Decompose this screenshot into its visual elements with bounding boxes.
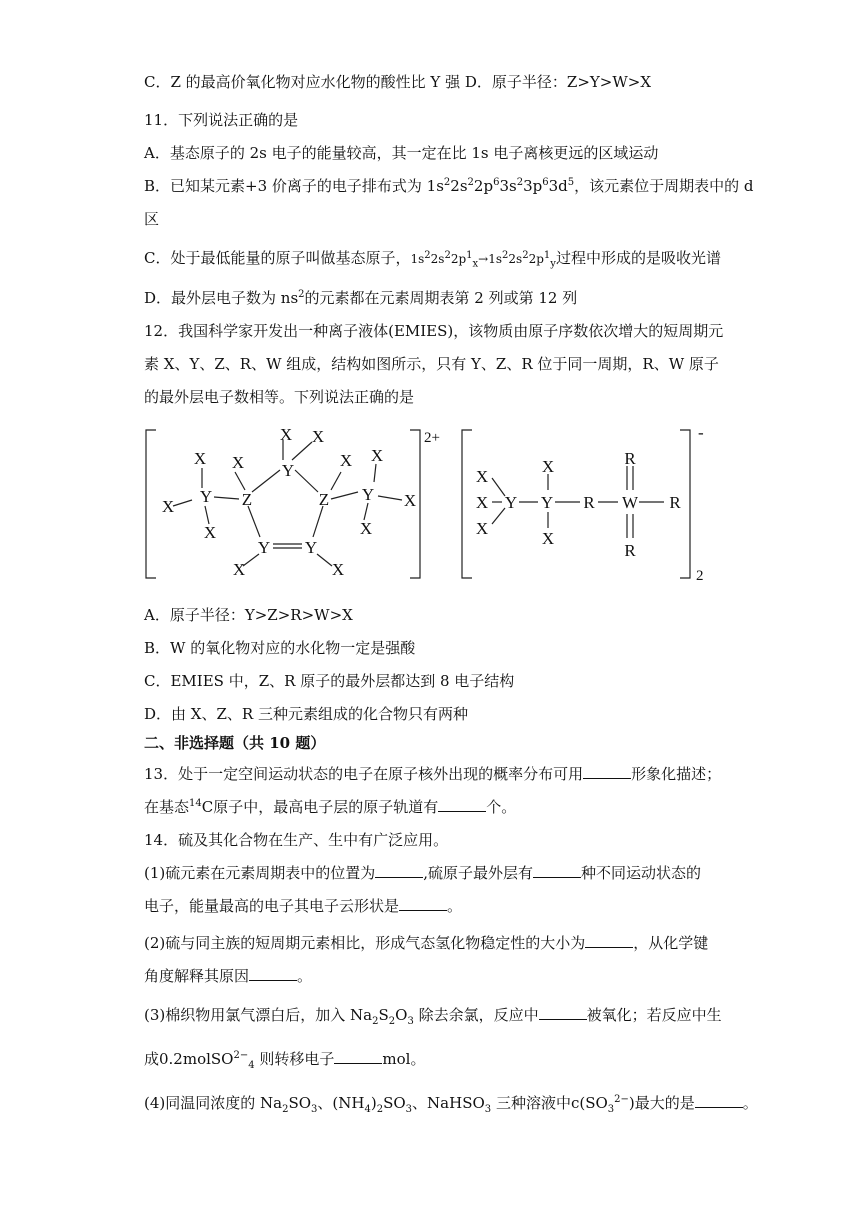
atom-x: X — [475, 493, 489, 512]
atom-x: X — [193, 449, 207, 468]
atom-x: X — [541, 457, 555, 476]
q11-option-d: D．最外层电子数为 $ns^2$的元素都在元素周期表第 2 列或第 12 列 — [144, 289, 578, 307]
q14-stem: 14．硫及其化合物在生产、生中有广泛应用。 — [144, 831, 449, 849]
q12-option-b: B．W 的氧化物对应的水化物一定是强酸 — [144, 639, 416, 657]
atom-x: X — [161, 497, 175, 516]
atom-y: Y — [361, 485, 375, 504]
atom-y: Y — [199, 487, 213, 506]
atom-x: X — [359, 519, 373, 538]
q14-2-line-2: 角度解释其原因 。 — [144, 967, 313, 985]
atom-r: R — [624, 541, 636, 560]
emies-structure-figure — [140, 420, 720, 590]
atom-x: X — [311, 427, 325, 446]
atom-y: Y — [504, 493, 518, 512]
q12-stem-2: 素 X、Y、Z、R、W 组成，结构如图所示，只有 Y、Z、R 位于同一周期，R、W 原子 — [144, 355, 719, 373]
atom-z: Z — [241, 490, 253, 509]
q14-1-line-2: 电子，能量最高的电子其电子云形状是 。 — [144, 897, 463, 915]
q14-2-line-1: (2)硫与同主族的短周期元素相比，形成气态氢化物稳定性的大小为 ，从化学键 — [144, 934, 709, 952]
q11-option-b: B．已知某元素+3 价离子的电子排布式为 $1s^22s^22p^63s^23p^63d^5$，该元素位于周期表中的 d — [144, 177, 754, 195]
q11-option-a: A．基态原子的 2s 电子的能量较高，其一定在比 1s 电子离核更远的区域运动 — [144, 144, 659, 162]
atom-y: Y — [257, 538, 271, 557]
atom-x: X — [475, 519, 489, 538]
atom-w: W — [621, 493, 639, 512]
q13-line-1: 13．处于一定空间运动状态的电子在原子核外出现的概率分布可用 形象化描述； — [144, 765, 722, 783]
q14-4-line: (4)同温同浓度的 $Na_2SO_3$、$(NH_4)_2SO_3$、NaHSO$_3$ 三种溶液中$c(SO_3^{2-})$最大的是 。 — [144, 1094, 758, 1115]
anion-charge: - — [698, 423, 704, 442]
atom-r: R — [669, 493, 681, 512]
q11-stem: 11．下列说法正确的是 — [144, 111, 299, 129]
atom-r: R — [624, 449, 636, 468]
atom-y: Y — [281, 461, 295, 480]
atom-x: X — [231, 453, 245, 472]
atom-x: X — [475, 467, 489, 486]
atom-x: X — [232, 560, 246, 579]
q14-3-line-1: (3)棉织物用氯气漂白后，加入 $Na_2S_2O_3$ 除去余氯，反应中 被氧化；若反应中生 — [144, 1006, 722, 1027]
q12-stem-1: 12．我国科学家开发出一种离子液体(EMIES)，该物质由原子序数依次增大的短周期元 — [144, 322, 724, 340]
q13-line-2: 在基态$^{14}$C原子中，最高电子层的原子轨道有 个。 — [144, 798, 517, 816]
q10-options-cd: C．Z 的最高价氧化物对应水化物的酸性比 Y 强 D．原子半径：Z>Y>W>X — [144, 73, 652, 91]
atom-r: R — [583, 493, 595, 512]
q12-option-a: A．原子半径：Y>Z>R>W>X — [144, 606, 353, 624]
atom-z: Z — [318, 490, 330, 509]
q12-stem-3: 的最外层电子数相等。下列说法正确的是 — [144, 388, 415, 406]
q11-option-b-cont: 区 — [144, 210, 160, 228]
q14-3-line-2: 成0.2molSO$^{2-}_4$ 则转移电子 mol。 — [144, 1050, 426, 1071]
q12-option-c: C．EMIES 中，Z、R 原子的最外层都达到 8 电子结构 — [144, 672, 515, 690]
atom-x: X — [331, 560, 345, 579]
section-heading: 二、非选择题（共 10 题） — [144, 734, 326, 752]
cation-charge: 2+ — [424, 430, 440, 446]
atom-x: X — [203, 523, 217, 542]
atom-x: X — [403, 491, 417, 510]
anion-count: 2 — [696, 568, 704, 584]
q12-option-d: D．由 X、Z、R 三种元素组成的化合物只有两种 — [144, 705, 468, 723]
q11-option-c: C．处于最低能量的原子叫做基态原子，$1s^22s^22p^1_x\to 1s^22s^22p^1_y$过程中形成的是吸收光谱 — [144, 249, 721, 270]
atom-x: X — [279, 425, 293, 444]
atom-y: Y — [540, 493, 554, 512]
atom-y: Y — [304, 538, 318, 557]
atom-x: X — [541, 529, 555, 548]
atom-x: X — [370, 446, 384, 465]
q14-1-line-1: (1)硫元素在元素周期表中的位置为 ,硫原子最外层有 种不同运动状态的 — [144, 864, 702, 882]
atom-x: X — [339, 451, 353, 470]
